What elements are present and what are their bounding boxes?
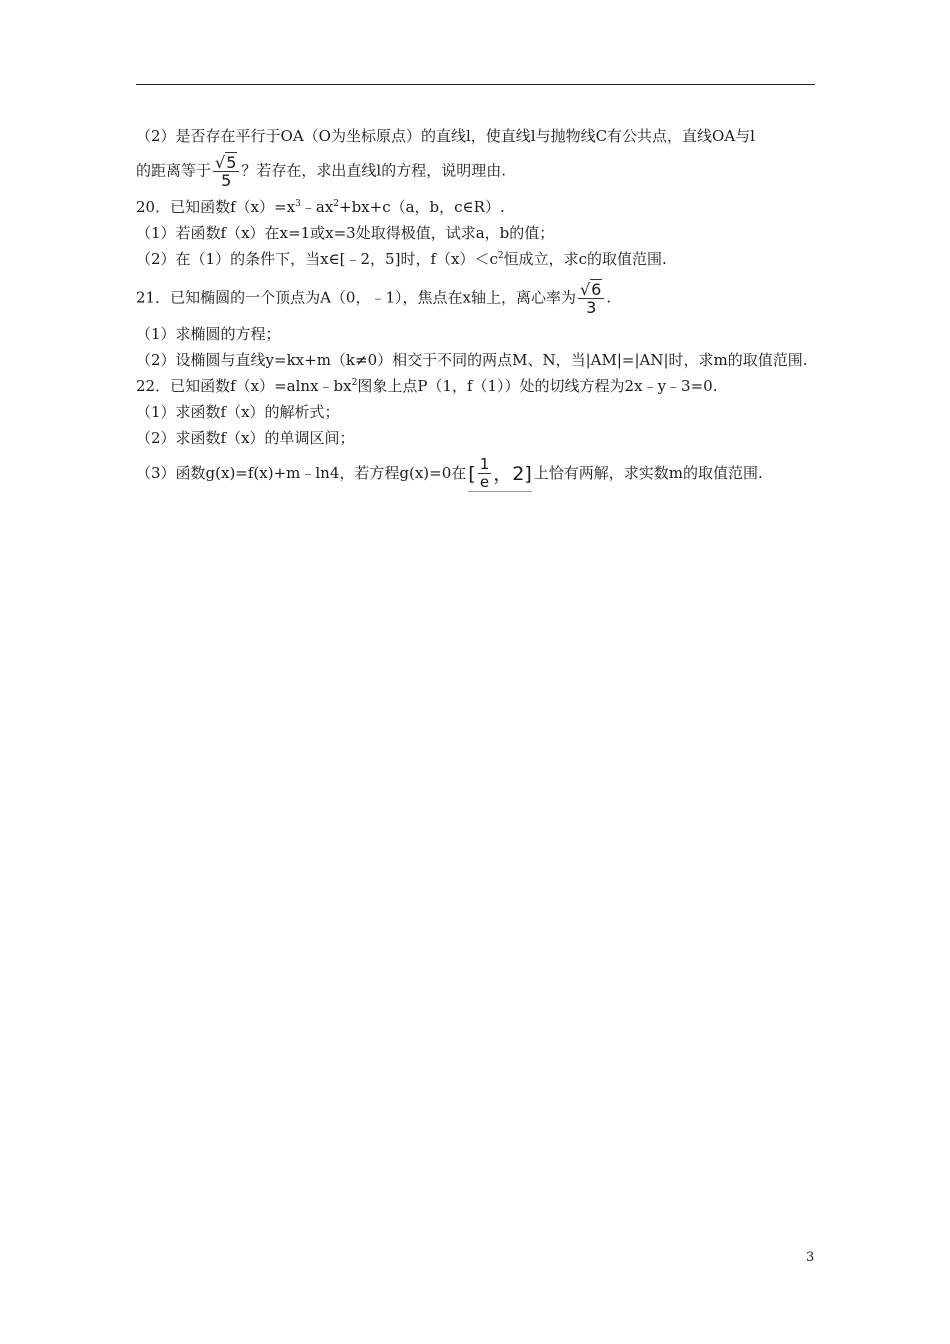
- q22-stem-post: 图象上点P（1，f（1））处的切线方程为2x﹣y﹣3=0.: [357, 377, 718, 395]
- q19-part2-line2: [136, 154, 826, 189]
- q20-part2: [136, 247, 826, 271]
- q22-stem-pre: 22．已知函数f（x）=alnx﹣bx: [136, 377, 352, 395]
- distance-fraction: $\frac{√5}{5}$: [213, 154, 239, 189]
- page-number: 3: [806, 1250, 815, 1265]
- q21-stem-post: .: [606, 288, 612, 307]
- q19-part2-text-pre: 的距离等于: [136, 161, 212, 180]
- q22-part3-post: 上恰有两解，求实数m的取值范围.: [533, 464, 763, 482]
- q21-part1: （1）求椭圆的方程；: [136, 325, 281, 343]
- interval-fraction-numerator: 1: [479, 455, 490, 473]
- q20-part2-pre: （2）在（1）的条件下，当x∈[﹣2，5]时，f（x）＜c: [136, 250, 498, 268]
- q20-stem-pre: 20．已知函数f（x）=x: [136, 198, 296, 216]
- q20-stem-mid: ﹣ax: [300, 198, 334, 216]
- q20-exp-2: 2: [333, 199, 340, 209]
- q20-part2-post: 恒成立，求c的取值范围.: [503, 250, 667, 268]
- q20-stem: [136, 195, 826, 219]
- distance-fraction-denominator: 5: [221, 171, 232, 190]
- q21-stem: [136, 281, 826, 316]
- eccentricity-fraction: $\frac{√6}{3}$: [578, 281, 604, 316]
- q21-stem-pre: 21．已知椭圆的一个顶点为A（0，﹣1），焦点在x轴上，离心率为: [136, 288, 576, 307]
- q22-part3-pre: （3）函数g(x)=f(x)+m﹣ln4，若方程g(x)=0在: [136, 464, 467, 482]
- q21-part2: （2）设椭圆与直线y=kx+m（k≠0）相交于不同的两点M、N，当|AM|=|AN|时，求m的取值范围.: [136, 351, 808, 369]
- q20-stem-post: +bx+c（a，b，c∈R）.: [339, 198, 505, 216]
- distance-fraction-radicand: 5: [226, 153, 237, 172]
- q22-stem: [136, 374, 826, 398]
- q22-exp: 2: [351, 378, 358, 388]
- eccentricity-denominator: 3: [586, 298, 597, 317]
- q22-part2: （2）求函数f（x）的单调区间；: [136, 429, 355, 447]
- q22-part1: （1）求函数f（x）的解析式；: [136, 403, 340, 421]
- interval-expression: [ $\frac{1}{e}$ ，2]: [468, 455, 532, 491]
- q22-part3: [136, 456, 826, 492]
- q20-part1: （1）若函数f（x）在x=1或x=3处取得极值，试求a，b的值；: [136, 224, 555, 242]
- q20-part2-exp: 2: [497, 251, 504, 261]
- q20-exp-3: 3: [295, 199, 301, 209]
- header-rule: [136, 84, 815, 85]
- interval-fraction-denominator: e: [479, 473, 490, 491]
- eccentricity-radicand: 6: [591, 280, 602, 299]
- interval-right: ，2]: [493, 462, 532, 485]
- document-body: [136, 124, 826, 492]
- q19-part2-line1: （2）是否存在平行于OA（O为坐标原点）的直线l，使直线l与抛物线C有公共点，直线OA与l: [136, 127, 755, 145]
- q19-part2-text-post: ？若存在，求出直线l的方程，说明理由.: [241, 161, 506, 180]
